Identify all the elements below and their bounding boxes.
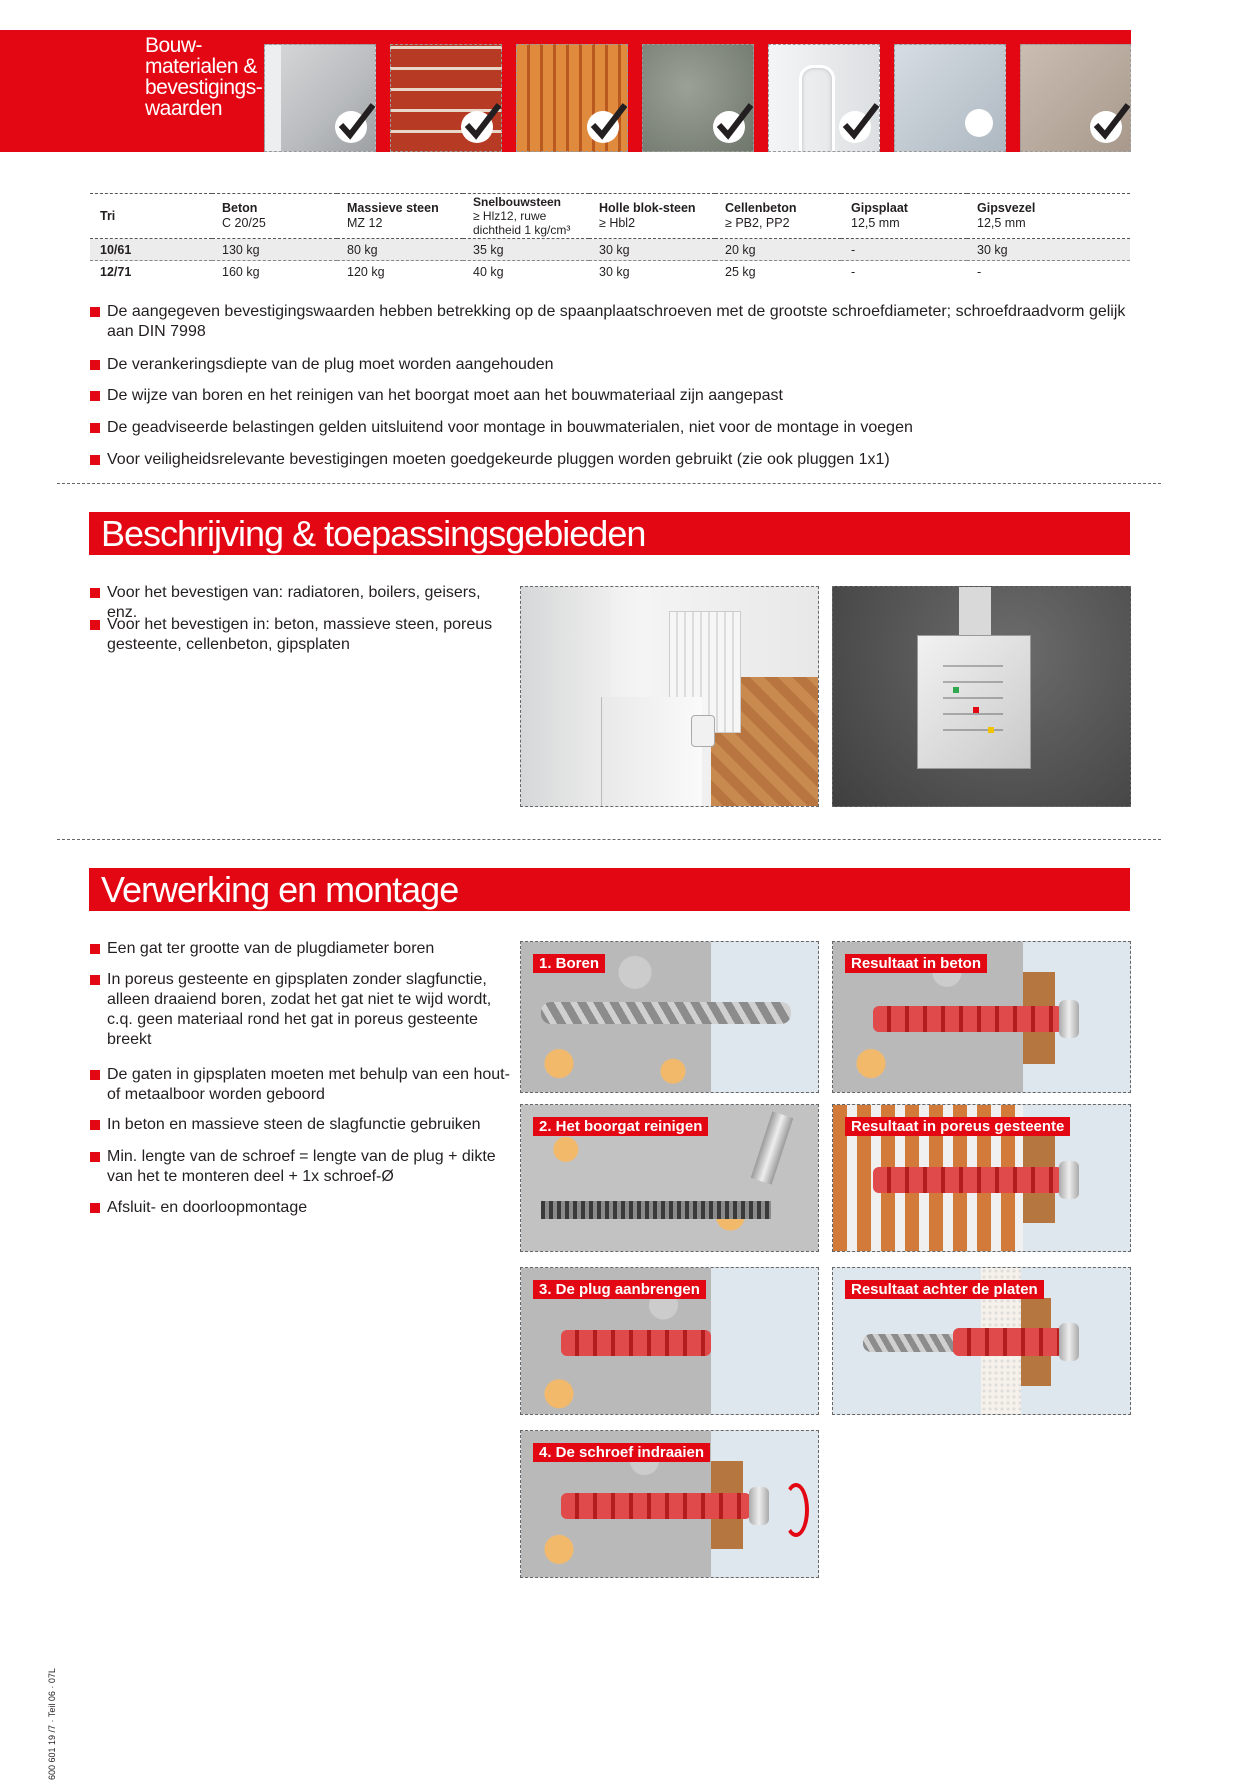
result-poreus-panel <box>832 1104 1131 1252</box>
circle-icon <box>965 109 993 137</box>
step-label: 4. De schroef indraaien <box>533 1443 710 1462</box>
table-header-row <box>90 194 1130 239</box>
assembly-item: In beton en massieve steen de slagfunctie gebruiken <box>90 1115 520 1135</box>
note-item: De aangegeven bevestigingswaarden hebben betrekking op de spaanplaatschroeven met de grootste schroefdiameter; schroefdraadvorm gelijk aan DIN 7998 <box>90 302 1140 342</box>
assembly-item: De gaten in gipsplaten moeten met behulp van een hout- of metaalboor worden geboord <box>90 1065 520 1105</box>
bullet-square-icon <box>90 360 100 370</box>
step-label: 1. Boren <box>533 954 605 973</box>
section-divider <box>57 839 1161 840</box>
tile-snelbouwsteen <box>516 44 628 152</box>
table-header-cell: Massieve steen MZ 12 <box>337 194 463 239</box>
table-header-cell: Gipsvezel 12,5 mm <box>967 194 1130 239</box>
assembly-item: Afsluit- en doorloopmontage <box>90 1198 520 1218</box>
bullet-square-icon <box>90 1070 100 1080</box>
check-icon <box>1090 111 1122 143</box>
check-icon <box>461 111 493 143</box>
table-header-cell: Cellenbeton ≥ PB2, PP2 <box>715 194 841 239</box>
result-label: Resultaat in poreus gesteente <box>845 1117 1070 1136</box>
assembly-item: Een gat ter grootte van de plugdiameter boren <box>90 939 520 959</box>
tile-gipsplaat <box>894 44 1006 152</box>
result-label: Resultaat achter de platen <box>845 1280 1044 1299</box>
table-row: 10/61 130 kg 80 kg 35 kg 30 kg 20 kg - 30 kg <box>90 239 1130 261</box>
bullet-square-icon <box>90 1120 100 1130</box>
step-reinigen-panel <box>520 1104 819 1252</box>
check-icon <box>839 111 871 143</box>
bullet-square-icon <box>90 423 100 433</box>
materials-title: Bouw- materialen & bevestigings- waarden <box>145 34 263 120</box>
control-cabinet-photo <box>832 586 1131 807</box>
note-item: De wijze van boren en het reinigen van het boorgat moet aan het bouwmateriaal zijn aangepast <box>90 386 1140 406</box>
note-item: De verankeringsdiepte van de plug moet worden aangehouden <box>90 355 1140 375</box>
bullet-square-icon <box>90 944 100 954</box>
check-icon <box>335 111 367 143</box>
check-icon <box>713 111 745 143</box>
table-header-cell: Gipsplaat 12,5 mm <box>841 194 967 239</box>
section-title-verwerking: Verwerking en montage <box>89 868 1130 911</box>
note-item: De geadviseerde belastingen gelden uitsluitend voor montage in bouwmaterialen, niet voor de montage in voegen <box>90 418 1140 438</box>
bullet-square-icon <box>90 620 100 630</box>
radiator-photo <box>520 586 819 807</box>
tile-beton <box>264 44 376 152</box>
result-label: Resultaat in beton <box>845 954 987 973</box>
bullet-square-icon <box>90 1152 100 1162</box>
step-label: 2. Het boorgat reinigen <box>533 1117 708 1136</box>
result-beton-panel <box>832 941 1131 1093</box>
bullet-square-icon <box>90 307 100 317</box>
section-divider <box>57 483 1161 484</box>
footer-code: 600 601 19 /7 · Teil 06 · 07L <box>47 1668 57 1780</box>
load-values-table <box>90 193 1130 282</box>
bullet-square-icon <box>90 391 100 401</box>
table-row: 12/71 160 kg 120 kg 40 kg 30 kg 25 kg - - <box>100 264 982 279</box>
note-item: Voor veiligheidsrelevante bevestigingen moeten goedgekeurde pluggen worden gebruikt (zie ook pluggen 1x1) <box>90 450 1140 470</box>
table-header-cell: Tri <box>90 194 212 239</box>
tile-massieve-steen <box>390 44 502 152</box>
step-label: 3. De plug aanbrengen <box>533 1280 706 1299</box>
bullet-square-icon <box>90 1203 100 1213</box>
section-title-beschrijving: Beschrijving & toepassingsgebieden <box>89 512 1130 555</box>
bullet-square-icon <box>90 455 100 465</box>
table-header-cell: Snelbouwsteen ≥ Hlz12, ruwe dichtheid 1 kg/cm³ <box>463 194 589 239</box>
step-schroef-panel <box>520 1430 819 1578</box>
tile-holle-blokken <box>642 44 754 152</box>
result-platen-panel <box>832 1267 1131 1415</box>
tile-cellenbeton <box>768 44 880 152</box>
bullet-square-icon <box>90 975 100 985</box>
step-plug-panel <box>520 1267 819 1415</box>
assembly-item: Min. lengte van de schroef = lengte van de plug + dikte van het te monteren deel + 1x schroef-Ø <box>90 1147 520 1187</box>
assembly-item: In poreus gesteente en gipsplaten zonder slagfunctie, alleen draaiend boren, zodat het gat niet te wijd wordt, c.q. geen materiaal rond het gat in poreus gesteente breekt <box>90 970 520 1050</box>
description-item: Voor het bevestigen in: beton, massieve steen, poreus gesteente, cellenbeton, gipsplaten <box>90 615 510 655</box>
tile-gipsvezel <box>1020 44 1131 152</box>
bullet-square-icon <box>90 588 100 598</box>
check-icon <box>587 111 619 143</box>
table-header-cell: Holle blok-steen ≥ Hbl2 <box>589 194 715 239</box>
step-boren-panel <box>520 941 819 1093</box>
table-header-cell: Beton C 20/25 <box>212 194 337 239</box>
description-item: Voor het bevestigen van: radiatoren, boilers, geisers, enz. <box>90 583 510 623</box>
